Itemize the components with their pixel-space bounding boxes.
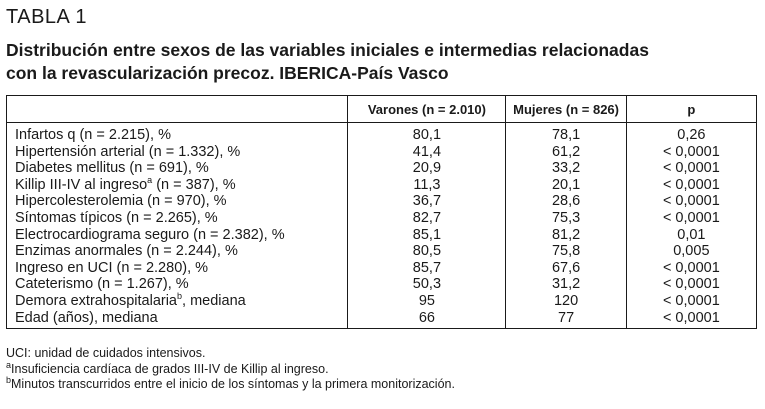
footnote-uci: UCI: unidad de cuidados intensivos. [6,346,206,360]
cell-p: < 0,0001 [626,144,756,161]
cell-variable: Diabetes mellitus (n = 691), % [15,160,209,177]
footnote-a [6,359,455,378]
table-row [7,210,757,227]
header-varones: Varones (n = 2.010) [348,96,506,123]
cell-varones: 50,3 [348,276,506,293]
header-p: p [626,96,756,123]
cell-p: 0,26 [626,123,756,144]
cell-varones: 82,7 [348,210,506,227]
cell-p: < 0,0001 [626,177,756,194]
cell-varones: 85,1 [348,227,506,244]
cell-variable: Cateterismo (n = 1.267), % [15,276,189,293]
cell-p: < 0,0001 [626,160,756,177]
title-line-1: Distribución entre sexos de las variables iniciales e intermedias relacionadas [6,40,649,60]
cell-p: < 0,0001 [626,276,756,293]
cell-mujeres: 78,1 [506,123,626,144]
cell-varones: 80,1 [348,123,506,144]
cell-variable [7,293,348,310]
cell-mujeres: 75,3 [506,210,626,227]
cell-mujeres: 61,2 [506,144,626,161]
table-row [7,177,757,194]
variable-text-suffix: (n = 387), % [152,176,236,193]
cell-varones: 95 [348,293,506,310]
table-title [6,39,756,85]
variable-text: Killip III-IV al ingreso [15,176,148,193]
cell-mujeres: 20,1 [506,177,626,194]
table-row [7,310,757,329]
cell-varones: 66 [348,310,506,329]
cell-p: < 0,0001 [626,193,756,210]
footnotes [6,346,455,393]
footnote-marker: a [147,174,153,185]
cell-p: < 0,0001 [626,210,756,227]
cell-varones: 80,5 [348,243,506,260]
table-label: TABLA 1 [6,6,87,28]
cell-variable: Hipertensión arterial (n = 1.332), % [15,143,241,160]
cell-p: < 0,0001 [626,293,756,310]
cell-variable: Infartos q (n = 2.215), % [15,127,171,143]
cell-variable [7,174,348,194]
header-mujeres: Mujeres (n = 826) [506,96,626,123]
table-row [7,123,757,144]
variable-text: Demora extrahospitalaria [15,292,177,309]
cell-varones: 36,7 [348,193,506,210]
cell-mujeres: 31,2 [506,276,626,293]
cell-variable: Ingreso en UCI (n = 2.280), % [15,259,209,276]
cell-varones: 41,4 [348,144,506,161]
footnote-b [6,374,455,393]
header-variable [7,96,348,123]
cell-varones: 20,9 [348,160,506,177]
cell-varones: 11,3 [348,177,506,194]
footnote-a-text: Insuficiencia cardíaca de grados III-IV de Killip al ingreso. [11,361,329,376]
cell-p: < 0,0001 [626,310,756,329]
table-row [7,260,757,277]
table-row [7,293,757,310]
cell-varones: 85,7 [348,260,506,277]
cell-p: < 0,0001 [626,260,756,277]
header-row [7,96,757,123]
table-row [7,193,757,210]
cell-mujeres: 81,2 [506,227,626,244]
footnote-a-marker: a [6,359,12,370]
table-row [7,144,757,161]
cell-variable: Electrocardiograma seguro (n = 2.382), % [15,226,285,243]
footnote-marker: b [177,291,183,302]
cell-mujeres: 77 [506,310,626,329]
cell-mujeres: 33,2 [506,160,626,177]
table-row [7,227,757,244]
cell-p: 0,005 [626,243,756,260]
cell-mujeres: 28,6 [506,193,626,210]
variable-text-suffix: , mediana [182,292,246,309]
cell-variable: Enzimas anormales (n = 2.244), % [15,243,238,260]
table-row [7,243,757,260]
cell-variable: Hipercolesterolemia (n = 970), % [15,193,227,210]
cell-variable: Edad (años), mediana [15,309,158,326]
table-row [7,276,757,293]
footnote-b-text: Minutos transcurridos entre el inicio de los síntomas y la primera monitorización. [11,377,455,391]
cell-mujeres: 67,6 [506,260,626,277]
cell-variable: Síntomas típicos (n = 2.265), % [15,209,218,226]
cell-p: 0,01 [626,227,756,244]
footnote-b-marker: b [6,374,12,385]
table-row [7,160,757,177]
data-table [6,95,757,329]
cell-mujeres: 75,8 [506,243,626,260]
cell-mujeres: 120 [506,293,626,310]
title-line-2: con la revascularización precoz. IBERICA-País Vasco [6,63,449,83]
